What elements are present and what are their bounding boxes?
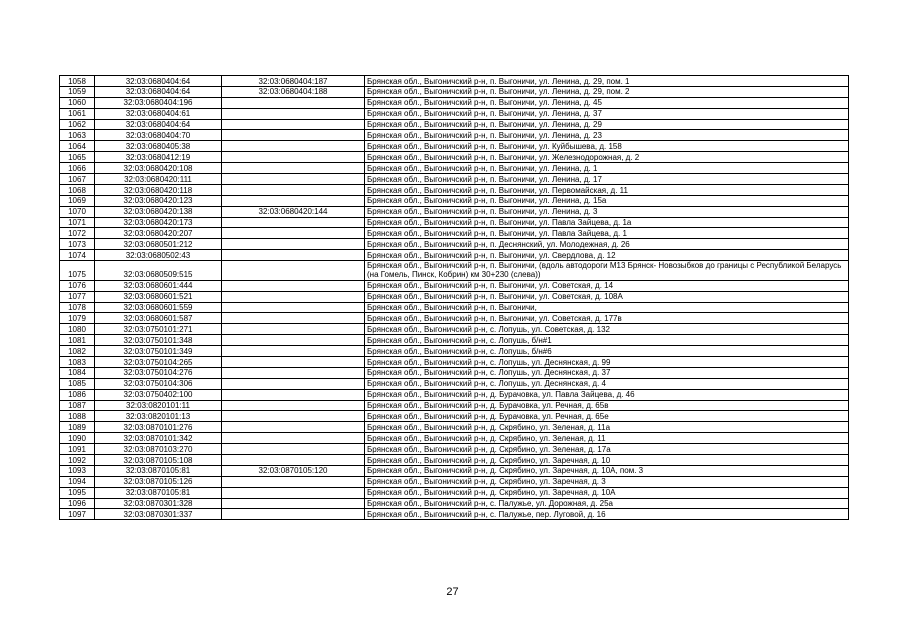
- table-row: [60, 250, 849, 261]
- table-row: [60, 454, 849, 465]
- address-cell: Брянская обл., Выгоничский р-н, с. Лопушь, ул. Деснянская, д. 99: [365, 356, 849, 367]
- table-row: [60, 217, 849, 228]
- table-row: [60, 119, 849, 130]
- room-cadastral-number-cell: [222, 400, 365, 411]
- table-row: [60, 141, 849, 152]
- row-number-cell: 1073: [60, 239, 95, 250]
- row-number-cell: 1076: [60, 280, 95, 291]
- row-number-cell: 1068: [60, 184, 95, 195]
- page-number: 27: [446, 586, 459, 598]
- row-number-cell: 1096: [60, 498, 95, 509]
- row-number-cell: 1072: [60, 228, 95, 239]
- table-row: [60, 130, 849, 141]
- room-cadastral-number-cell: [222, 228, 365, 239]
- room-cadastral-number-cell: [222, 195, 365, 206]
- table-row: [60, 411, 849, 422]
- cadastral-number-cell: 32:03:0750104:276: [95, 367, 222, 378]
- table-row: [60, 195, 849, 206]
- cadastral-number-cell: 32:03:0870105:81: [95, 465, 222, 476]
- table-row: [60, 324, 849, 335]
- room-cadastral-number-cell: [222, 346, 365, 357]
- room-cadastral-number-cell: [222, 163, 365, 174]
- table-row: [60, 108, 849, 119]
- address-cell: Брянская обл., Выгоничский р-н, с. Лопушь, б/н#1: [365, 335, 849, 346]
- row-number-cell: 1091: [60, 444, 95, 455]
- row-number-cell: 1078: [60, 302, 95, 313]
- address-cell: Брянская обл., Выгоничский р-н, п. Выгоничи, ул. Ленина, д. 29, пом. 1: [365, 76, 849, 87]
- room-cadastral-number-cell: [222, 509, 365, 520]
- cadastral-table-body: [60, 76, 849, 520]
- cadastral-number-cell: 32:03:0680502:43: [95, 250, 222, 261]
- address-cell: Брянская обл., Выгоничский р-н, д. Скрябино, ул. Заречная, д. 3: [365, 476, 849, 487]
- row-number-cell: 1059: [60, 86, 95, 97]
- address-cell: Брянская обл., Выгоничский р-н, д. Скрябино, ул. Зеленая, д. 11а: [365, 422, 849, 433]
- cadastral-number-cell: 32:03:0680509:515: [95, 261, 222, 281]
- table-row: [60, 206, 849, 217]
- room-cadastral-number-cell: [222, 119, 365, 130]
- room-cadastral-number-cell: [222, 411, 365, 422]
- address-cell: Брянская обл., Выгоничский р-н, п. Выгоничи, ул. Ленина, д. 45: [365, 97, 849, 108]
- room-cadastral-number-cell: [222, 422, 365, 433]
- room-cadastral-number-cell: [222, 313, 365, 324]
- room-cadastral-number-cell: [222, 302, 365, 313]
- address-cell: Брянская обл., Выгоничский р-н, п. Выгоничи,: [365, 302, 849, 313]
- row-number-cell: 1058: [60, 76, 95, 87]
- cadastral-number-cell: 32:03:0750104:265: [95, 356, 222, 367]
- row-number-cell: 1086: [60, 389, 95, 400]
- room-cadastral-number-cell: [222, 454, 365, 465]
- address-cell: Брянская обл., Выгоничский р-н, п. Выгоничи, ул. Советская, д. 14: [365, 280, 849, 291]
- table-row: [60, 184, 849, 195]
- address-cell: Брянская обл., Выгоничский р-н, п. Деснянский, ул. Молодежная, д. 26: [365, 239, 849, 250]
- table-row: [60, 487, 849, 498]
- room-cadastral-number-cell: [222, 476, 365, 487]
- table-row: [60, 367, 849, 378]
- address-cell: Брянская обл., Выгоничский р-н, п. Выгоничи, ул. Ленина, д. 15а: [365, 195, 849, 206]
- row-number-cell: 1075: [60, 261, 95, 281]
- cadastral-number-cell: 32:03:0870101:276: [95, 422, 222, 433]
- row-number-cell: 1081: [60, 335, 95, 346]
- cadastral-number-cell: 32:03:0820101:13: [95, 411, 222, 422]
- address-cell: Брянская обл., Выгоничский р-н, п. Выгоничи, ул. Павла Зайцева, д. 1а: [365, 217, 849, 228]
- row-number-cell: 1061: [60, 108, 95, 119]
- room-cadastral-number-cell: [222, 97, 365, 108]
- row-number-cell: 1060: [60, 97, 95, 108]
- address-cell: Брянская обл., Выгоничский р-н, д. Скрябино, ул. Зеленая, д. 11: [365, 433, 849, 444]
- cadastral-number-cell: 32:03:0680420:138: [95, 206, 222, 217]
- row-number-cell: 1077: [60, 291, 95, 302]
- row-number-cell: 1063: [60, 130, 95, 141]
- row-number-cell: 1074: [60, 250, 95, 261]
- table-row: [60, 86, 849, 97]
- address-cell: Брянская обл., Выгоничский р-н, д. Бурачовка, ул. Павла Зайцева, д. 46: [365, 389, 849, 400]
- row-number-cell: 1083: [60, 356, 95, 367]
- row-number-cell: 1064: [60, 141, 95, 152]
- cadastral-number-cell: 32:03:0680420:207: [95, 228, 222, 239]
- room-cadastral-number-cell: [222, 280, 365, 291]
- address-cell: Брянская обл., Выгоничский р-н, п. Выгоничи, ул. Свердлова, д. 12: [365, 250, 849, 261]
- cadastral-table: [59, 75, 849, 520]
- row-number-cell: 1085: [60, 378, 95, 389]
- address-cell: Брянская обл., Выгоничский р-н, п. Выгоничи, ул. Ленина, д. 3: [365, 206, 849, 217]
- cadastral-number-cell: 32:03:0870105:126: [95, 476, 222, 487]
- address-cell: Брянская обл., Выгоничский р-н, с. Палужье, ул. Дорожная, д. 25а: [365, 498, 849, 509]
- room-cadastral-number-cell: [222, 389, 365, 400]
- cadastral-number-cell: 32:03:0870103:270: [95, 444, 222, 455]
- table-row: [60, 174, 849, 185]
- row-number-cell: 1089: [60, 422, 95, 433]
- room-cadastral-number-cell: [222, 217, 365, 228]
- cadastral-number-cell: 32:03:0680420:118: [95, 184, 222, 195]
- row-number-cell: 1097: [60, 509, 95, 520]
- address-cell: Брянская обл., Выгоничский р-н, д. Скрябино, ул. Заречная, д. 10: [365, 454, 849, 465]
- cadastral-number-cell: 32:03:0750104:306: [95, 378, 222, 389]
- table-row: [60, 335, 849, 346]
- address-cell: Брянская обл., Выгоничский р-н, п. Выгоничи, ул. Ленина, д. 1: [365, 163, 849, 174]
- cadastral-number-cell: 32:03:0680420:173: [95, 217, 222, 228]
- room-cadastral-number-cell: [222, 444, 365, 455]
- room-cadastral-number-cell: [222, 141, 365, 152]
- address-cell: Брянская обл., Выгоничский р-н, п. Выгоничи, ул. Первомайская, д. 11: [365, 184, 849, 195]
- address-cell: Брянская обл., Выгоничский р-н, с. Палужье, пер. Луговой, д. 16: [365, 509, 849, 520]
- address-cell: Брянская обл., Выгоничский р-н, п. Выгоничи, ул. Ленина, д. 29: [365, 119, 849, 130]
- room-cadastral-number-cell: 32:03:0680404:188: [222, 86, 365, 97]
- address-cell: Брянская обл., Выгоничский р-н, д. Скрябино, ул. Заречная, д. 10А, пом. 3: [365, 465, 849, 476]
- room-cadastral-number-cell: [222, 487, 365, 498]
- room-cadastral-number-cell: [222, 250, 365, 261]
- address-cell: Брянская обл., Выгоничский р-н, д. Скрябино, ул. Заречная, д. 10А: [365, 487, 849, 498]
- address-cell: Брянская обл., Выгоничский р-н, д. Бурачовка, ул. Речная, д. 65е: [365, 411, 849, 422]
- table-row: [60, 389, 849, 400]
- room-cadastral-number-cell: [222, 378, 365, 389]
- address-cell: Брянская обл., Выгоничский р-н, п. Выгоничи, ул. Ленина, д. 23: [365, 130, 849, 141]
- row-number-cell: 1095: [60, 487, 95, 498]
- table-row: [60, 422, 849, 433]
- cadastral-number-cell: 32:03:0680404:70: [95, 130, 222, 141]
- cadastral-number-cell: 32:03:0870101:342: [95, 433, 222, 444]
- address-cell: Брянская обл., Выгоничский р-н, д. Скрябино, ул. Зеленая, д. 17а: [365, 444, 849, 455]
- cadastral-number-cell: 32:03:0750402:100: [95, 389, 222, 400]
- address-cell: Брянская обл., Выгоничский р-н, п. Выгоничи, ул. Павла Зайцева, д. 1: [365, 228, 849, 239]
- room-cadastral-number-cell: [222, 291, 365, 302]
- table-row: [60, 302, 849, 313]
- table-row: [60, 228, 849, 239]
- table-row: [60, 465, 849, 476]
- cadastral-number-cell: 32:03:0820101:11: [95, 400, 222, 411]
- row-number-cell: 1062: [60, 119, 95, 130]
- address-cell: Брянская обл., Выгоничский р-н, п. Выгоничи, ул. Советская, д. 108А: [365, 291, 849, 302]
- cadastral-number-cell: 32:03:0680420:123: [95, 195, 222, 206]
- address-cell: Брянская обл., Выгоничский р-н, п. Выгоничи, (вдоль автодороги М13 Брянск- Новозыбков до границы с Республикой Беларусь (на Гомель, Пинск, Кобрин) км 30+230 (слева)): [365, 261, 849, 281]
- row-number-cell: 1093: [60, 465, 95, 476]
- cadastral-number-cell: 32:03:0680404:196: [95, 97, 222, 108]
- row-number-cell: 1066: [60, 163, 95, 174]
- cadastral-number-cell: 32:03:0870301:328: [95, 498, 222, 509]
- cadastral-number-cell: 32:03:0870105:108: [95, 454, 222, 465]
- cadastral-number-cell: 32:03:0680601:559: [95, 302, 222, 313]
- room-cadastral-number-cell: 32:03:0870105:120: [222, 465, 365, 476]
- room-cadastral-number-cell: [222, 433, 365, 444]
- address-cell: Брянская обл., Выгоничский р-н, с. Лопушь, ул. Деснянская, д. 37: [365, 367, 849, 378]
- room-cadastral-number-cell: [222, 174, 365, 185]
- address-cell: Брянская обл., Выгоничский р-н, п. Выгоничи, ул. Ленина, д. 29, пом. 2: [365, 86, 849, 97]
- address-cell: Брянская обл., Выгоничский р-н, д. Бурачовка, ул. Речная, д. 65в: [365, 400, 849, 411]
- row-number-cell: 1082: [60, 346, 95, 357]
- cadastral-number-cell: 32:03:0680601:587: [95, 313, 222, 324]
- row-number-cell: 1080: [60, 324, 95, 335]
- table-row: [60, 163, 849, 174]
- cadastral-number-cell: 32:03:0680404:64: [95, 76, 222, 87]
- cadastral-number-cell: 32:03:0680420:108: [95, 163, 222, 174]
- cadastral-number-cell: 32:03:0750101:271: [95, 324, 222, 335]
- row-number-cell: 1069: [60, 195, 95, 206]
- table-row: [60, 378, 849, 389]
- cadastral-number-cell: 32:03:0870301:337: [95, 509, 222, 520]
- table-row: [60, 356, 849, 367]
- room-cadastral-number-cell: [222, 239, 365, 250]
- table-row: [60, 476, 849, 487]
- cadastral-number-cell: 32:03:0680420:111: [95, 174, 222, 185]
- room-cadastral-number-cell: [222, 356, 365, 367]
- address-cell: Брянская обл., Выгоничский р-н, п. Выгоничи, ул. Ленина, д. 37: [365, 108, 849, 119]
- cadastral-number-cell: 32:03:0680412:19: [95, 152, 222, 163]
- room-cadastral-number-cell: [222, 261, 365, 281]
- cadastral-number-cell: 32:03:0680404:61: [95, 108, 222, 119]
- cadastral-number-cell: 32:03:0680405:38: [95, 141, 222, 152]
- room-cadastral-number-cell: [222, 335, 365, 346]
- address-cell: Брянская обл., Выгоничский р-н, п. Выгоничи, ул. Куйбышева, д. 158: [365, 141, 849, 152]
- table-row: [60, 291, 849, 302]
- table-row: [60, 261, 849, 281]
- address-cell: Брянская обл., Выгоничский р-н, п. Выгоничи, ул. Железнодорожная, д. 2: [365, 152, 849, 163]
- table-row: [60, 444, 849, 455]
- room-cadastral-number-cell: [222, 498, 365, 509]
- cadastral-number-cell: 32:03:0680601:521: [95, 291, 222, 302]
- table-row: [60, 280, 849, 291]
- row-number-cell: 1084: [60, 367, 95, 378]
- table-row: [60, 400, 849, 411]
- table-row: [60, 346, 849, 357]
- row-number-cell: 1071: [60, 217, 95, 228]
- address-cell: Брянская обл., Выгоничский р-н, п. Выгоничи, ул. Советская, д. 177в: [365, 313, 849, 324]
- cadastral-number-cell: 32:03:0680501:212: [95, 239, 222, 250]
- room-cadastral-number-cell: [222, 152, 365, 163]
- address-cell: Брянская обл., Выгоничский р-н, с. Лопушь, ул. Деснянская, д. 4: [365, 378, 849, 389]
- table-row: [60, 509, 849, 520]
- address-cell: Брянская обл., Выгоничский р-н, п. Выгоничи, ул. Ленина, д. 17: [365, 174, 849, 185]
- row-number-cell: 1088: [60, 411, 95, 422]
- cadastral-number-cell: 32:03:0750101:349: [95, 346, 222, 357]
- table-row: [60, 313, 849, 324]
- table-row: [60, 76, 849, 87]
- room-cadastral-number-cell: [222, 367, 365, 378]
- row-number-cell: 1087: [60, 400, 95, 411]
- row-number-cell: 1070: [60, 206, 95, 217]
- table-row: [60, 498, 849, 509]
- table-row: [60, 433, 849, 444]
- table-row: [60, 97, 849, 108]
- room-cadastral-number-cell: [222, 108, 365, 119]
- cadastral-number-cell: 32:03:0680404:64: [95, 119, 222, 130]
- row-number-cell: 1067: [60, 174, 95, 185]
- row-number-cell: 1094: [60, 476, 95, 487]
- address-cell: Брянская обл., Выгоничский р-н, с. Лопушь, б/н#6: [365, 346, 849, 357]
- room-cadastral-number-cell: 32:03:0680420:144: [222, 206, 365, 217]
- row-number-cell: 1065: [60, 152, 95, 163]
- cadastral-number-cell: 32:03:0870105:81: [95, 487, 222, 498]
- room-cadastral-number-cell: [222, 130, 365, 141]
- room-cadastral-number-cell: [222, 184, 365, 195]
- address-cell: Брянская обл., Выгоничский р-н, с. Лопушь, ул. Советская, д. 132: [365, 324, 849, 335]
- cadastral-number-cell: 32:03:0680404:64: [95, 86, 222, 97]
- cadastral-number-cell: 32:03:0680601:444: [95, 280, 222, 291]
- cadastral-number-cell: 32:03:0750101:348: [95, 335, 222, 346]
- room-cadastral-number-cell: 32:03:0680404:187: [222, 76, 365, 87]
- row-number-cell: 1092: [60, 454, 95, 465]
- row-number-cell: 1090: [60, 433, 95, 444]
- row-number-cell: 1079: [60, 313, 95, 324]
- table-row: [60, 239, 849, 250]
- table-row: [60, 152, 849, 163]
- room-cadastral-number-cell: [222, 324, 365, 335]
